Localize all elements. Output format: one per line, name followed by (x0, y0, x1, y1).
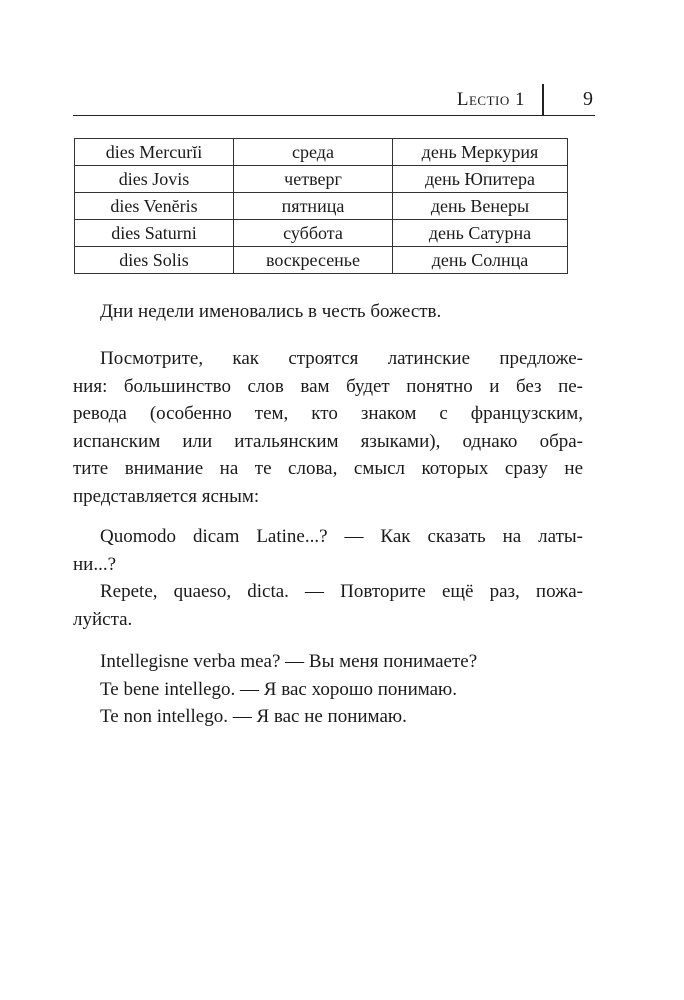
latin-name-cell: dies Venĕris (75, 193, 234, 220)
phrases-block-2 (73, 648, 583, 731)
phrase-line: луйста. (73, 608, 133, 630)
russian-day-cell: суббота (234, 220, 393, 247)
text-line: ревода (особенно тем, кто знаком с французским, (73, 403, 583, 424)
header-divider (542, 84, 544, 115)
phrases-block-1 (73, 523, 583, 633)
table-row (75, 193, 568, 220)
meaning-cell: день Юпитера (393, 166, 568, 193)
days-of-week-table (74, 138, 568, 274)
table-row (75, 166, 568, 193)
section-title: Lectio 1 (456, 89, 525, 110)
phrase-line: Intellegisne verba mea? — Вы меня понимаете? (100, 651, 478, 672)
text-line: представляется ясным: (73, 485, 260, 507)
text-line: тите внимание на те слова, смысл которых сразу не (73, 458, 583, 479)
meaning-cell: день Венеры (393, 193, 568, 220)
table-row (75, 220, 568, 247)
latin-name-cell: dies Mercurĭi (75, 139, 234, 166)
text-line: Посмотрите, как строятся латинские предложе- (100, 348, 583, 369)
latin-name-cell: dies Jovis (75, 166, 234, 193)
latin-name-cell: dies Solis (75, 247, 234, 274)
text-line: ния: большинство слов вам будет понятно и без пе- (73, 375, 583, 397)
paragraph-text: Дни недели именовались в честь божеств. (100, 301, 442, 322)
meaning-cell: день Солнца (393, 247, 568, 274)
table-row (75, 139, 568, 166)
phrase-line: ни...? (73, 553, 117, 575)
page-number: 9 (583, 88, 593, 110)
phrase-line: Te non intellego. — Я вас не понимаю. (100, 706, 407, 727)
phrase-line: Repete, quaeso, dicta. — Повторите ещё раз, пожа- (100, 581, 583, 602)
paragraph-gods (73, 298, 583, 326)
russian-day-cell: воскресенье (234, 247, 393, 274)
russian-day-cell: четверг (234, 166, 393, 193)
phrase-line: Quomodo dicam Latine...? — Как сказать на латы- (100, 526, 583, 547)
russian-day-cell: среда (234, 139, 393, 166)
meaning-cell: день Меркурия (393, 139, 568, 166)
running-head (73, 84, 595, 116)
meaning-cell: день Сатурна (393, 220, 568, 247)
phrase-line: Te bene intellego. — Я вас хорошо понимаю. (100, 678, 458, 700)
text-line: испанским или итальянским языками), однако обра- (73, 430, 583, 452)
paragraph-instructions (73, 345, 583, 510)
table-row (75, 247, 568, 274)
russian-day-cell: пятница (234, 193, 393, 220)
latin-name-cell: dies Saturni (75, 220, 234, 247)
